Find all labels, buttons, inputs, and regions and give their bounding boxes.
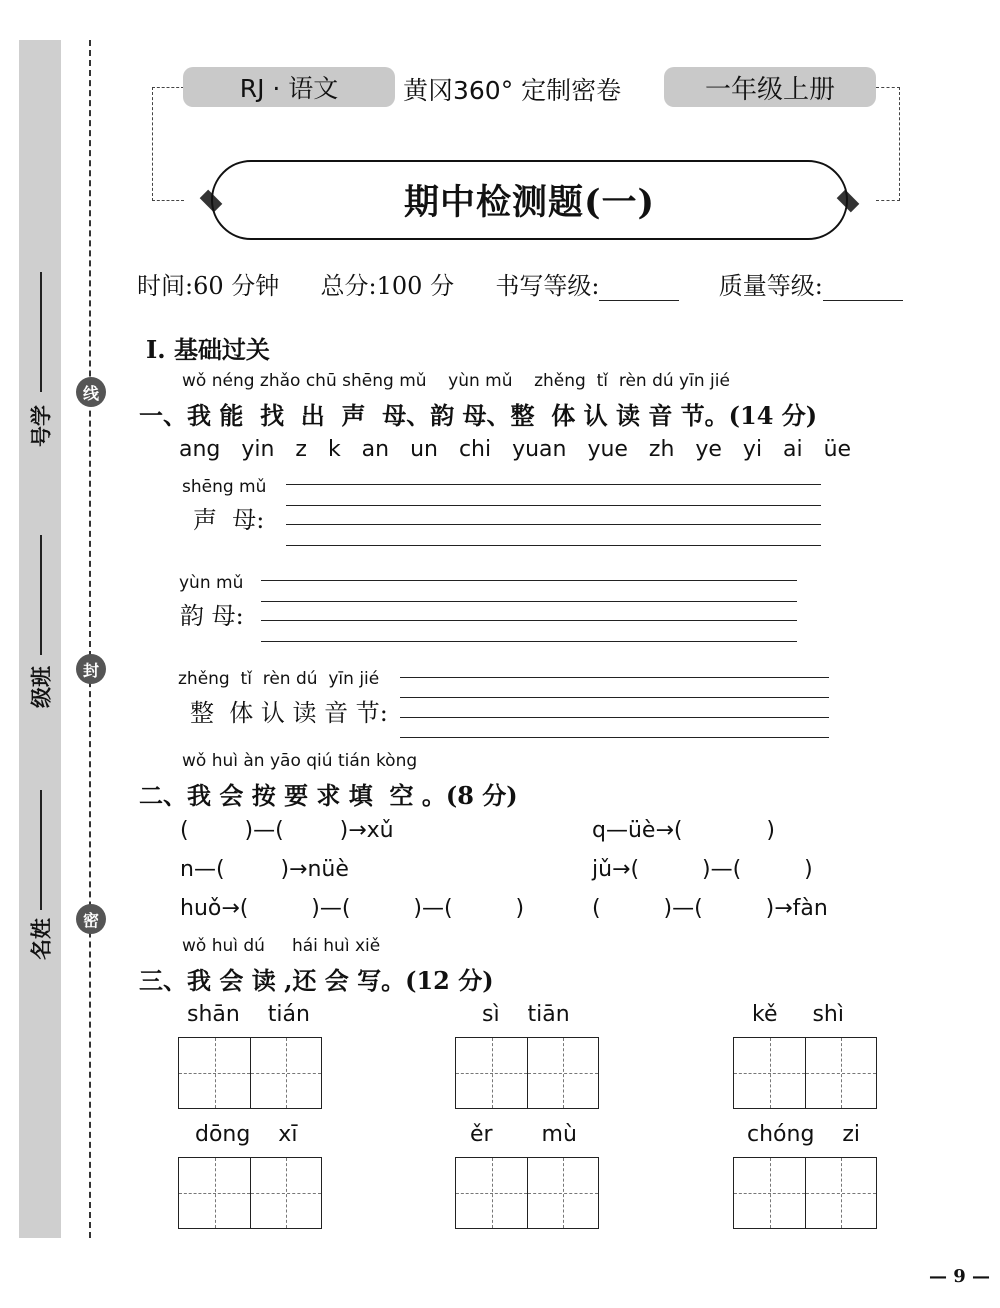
shengmu-line-4[interactable] [286, 545, 821, 546]
q3-word-pinyin: kě shì [752, 1002, 844, 1027]
q2-item-5[interactable]: huǒ→( )—( )—( ) [180, 896, 525, 921]
seal-cut-line [89, 40, 91, 1238]
time-info: 时间:60 分钟 [137, 272, 280, 300]
q3-pinyin: wǒ huì dú hái huì xiě [182, 936, 381, 956]
header-bracket-left [152, 87, 184, 201]
writing-grade-label: 书写等级: [495, 272, 600, 300]
q2-item-2[interactable]: q—üè→( ) [592, 818, 775, 843]
shengmu-line-3[interactable] [286, 524, 821, 525]
grade-pill: 一年级上册 [664, 67, 876, 107]
zhengti-pinyin: zhěng tǐ rèn dú yīn jié [178, 669, 380, 689]
brand-name: 黄冈360° 定制密卷 [403, 76, 622, 105]
q2-item-1[interactable]: ( )—( )→xǔ [180, 818, 394, 843]
seal-mark-line: 线 [76, 377, 106, 407]
page-title: 期中检测题(一) [403, 182, 656, 223]
q1-pinyin: wǒ néng zhǎo chū shēng mǔ yùn mǔ zhěng tǐ rèn dú yīn jié [182, 371, 730, 391]
q2-item-6[interactable]: ( )—( )→fàn [592, 896, 828, 921]
yunmu-line-1[interactable] [261, 580, 797, 581]
shengmu-line-1[interactable] [286, 484, 821, 485]
shengmu-label: 声 母: [193, 506, 265, 534]
student-id-label: 学 号 [28, 405, 54, 447]
shengmu-pinyin: shēng mǔ [182, 477, 267, 497]
yunmu-line-4[interactable] [261, 641, 797, 642]
shengmu-line-2[interactable] [286, 505, 821, 506]
q1-heading: 一、我 能 找 出 声 母、韵 母、整 体 认 读 音 节。(14 分) [139, 401, 818, 430]
title-box [211, 160, 848, 240]
zhengti-line-1[interactable] [400, 677, 829, 678]
zhengti-label: 整 体 认 读 音 节: [190, 699, 388, 727]
header-bracket-right [876, 87, 900, 201]
seal-mark-mi: 密 [76, 904, 106, 934]
writing-grid[interactable] [455, 1037, 599, 1109]
quality-grade-blank[interactable] [823, 277, 903, 301]
writing-grid[interactable] [733, 1037, 877, 1109]
q2-pinyin: wǒ huì àn yāo qiú tián kòng [182, 751, 418, 771]
writing-grid[interactable] [178, 1157, 322, 1229]
q3-word-pinyin: chóng zi [747, 1122, 861, 1147]
class-blank[interactable] [40, 535, 42, 655]
yunmu-line-3[interactable] [261, 620, 797, 621]
name-label: 姓 名 [28, 918, 54, 960]
yunmu-line-2[interactable] [261, 601, 797, 602]
total-score: 总分:100 分 [320, 272, 455, 300]
q3-word-pinyin: dōng xī [195, 1122, 298, 1147]
subject-pill: RJ · 语文 [183, 67, 395, 107]
q3-word-pinyin: shān tián [187, 1002, 310, 1027]
q2-heading: 二、我 会 按 要 求 填 空 。(8 分) [139, 781, 518, 810]
yunmu-label: 韵 母: [180, 602, 244, 630]
zhengti-line-3[interactable] [400, 717, 829, 718]
writing-grid[interactable] [178, 1037, 322, 1109]
q3-heading: 三、我 会 读 ,还 会 写。(12 分) [139, 966, 494, 995]
q2-item-3[interactable]: n—( )→nüè [180, 857, 349, 882]
name-blank[interactable] [40, 790, 42, 910]
class-label: 班 级 [28, 666, 54, 708]
zhengti-line-2[interactable] [400, 697, 829, 698]
student-id-blank[interactable] [40, 272, 42, 392]
q2-item-4[interactable]: jǔ→( )—( ) [592, 857, 813, 882]
writing-grade-blank[interactable] [599, 277, 679, 301]
writing-grid[interactable] [455, 1157, 599, 1229]
writing-grid[interactable] [733, 1157, 877, 1229]
page-number: — 9 — [928, 1266, 990, 1287]
q3-word-pinyin: sì tiān [482, 1002, 570, 1027]
section-title: I. 基础过关 [146, 335, 270, 364]
q3-word-pinyin: ěr mù [470, 1122, 577, 1147]
exam-meta [137, 266, 903, 301]
yunmu-pinyin: yùn mǔ [179, 573, 244, 593]
zhengti-line-4[interactable] [400, 737, 829, 738]
seal-mark-feng: 封 [76, 654, 106, 684]
quality-grade-label: 质量等级: [718, 272, 823, 300]
q1-syllables: ang yin z k an un chi yuan yue zh ye yi ai üe [179, 437, 852, 462]
